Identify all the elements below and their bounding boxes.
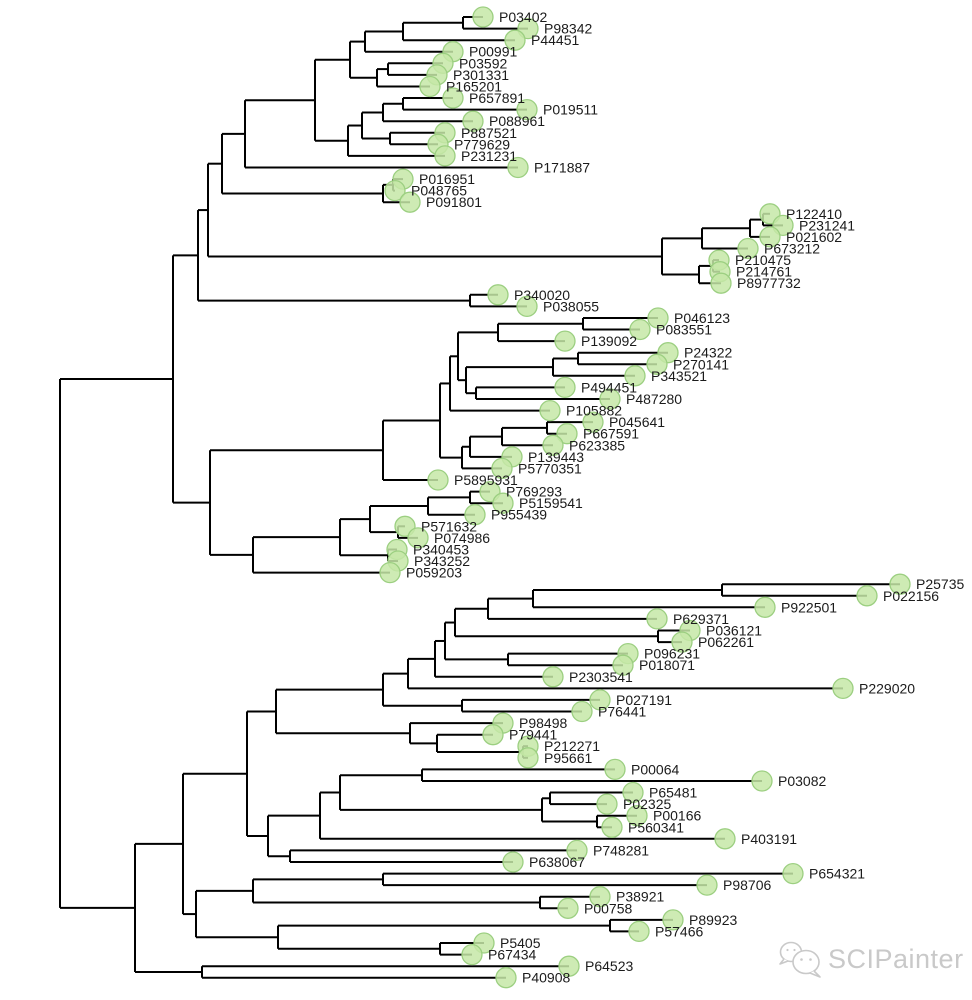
leaf-label-P340020: P340020 (514, 286, 571, 303)
leaf-label-P231231: P231231 (461, 147, 518, 164)
leaf-label-P748281: P748281 (593, 842, 650, 859)
leaf-node-P57466 (629, 921, 649, 941)
leaf-label-P955439: P955439 (491, 506, 548, 523)
leaf-label-P045641: P045641 (609, 414, 666, 431)
leaf-label-P343521: P343521 (651, 367, 708, 384)
leaf-label-P38921: P38921 (616, 888, 665, 905)
leaf-node-P95661 (518, 748, 538, 768)
leaf-label-P00064: P00064 (631, 761, 680, 778)
leaf-label-P027191: P027191 (616, 691, 673, 708)
leaf-node-P229020 (833, 678, 853, 698)
leaf-label-P088961: P088961 (489, 113, 546, 130)
leaf-label-P40908: P40908 (522, 969, 571, 986)
leaf-label-P667591: P667591 (583, 425, 640, 442)
wechat-icon (780, 943, 820, 978)
leaf-label-P091801: P091801 (426, 194, 483, 211)
leaf-label-P062261: P062261 (698, 634, 755, 651)
leaf-node-P654321 (783, 864, 803, 884)
leaf-label-P00758: P00758 (584, 900, 633, 917)
watermark (780, 943, 964, 978)
leaf-label-P022156: P022156 (883, 587, 940, 604)
leaf-label-P629371: P629371 (673, 610, 730, 627)
leaf-node-P03082 (752, 771, 772, 791)
leaf-label-P571632: P571632 (421, 518, 478, 535)
leaf-label-P2303541: P2303541 (569, 668, 633, 685)
leaf-label-P8977732: P8977732 (737, 275, 801, 292)
leaf-label-P67434: P67434 (488, 946, 537, 963)
leaf-label-P98498: P98498 (519, 715, 568, 732)
leaf-label-P25735: P25735 (916, 576, 965, 593)
leaf-label-P623385: P623385 (569, 437, 626, 454)
leaf-label-P096231: P096231 (644, 645, 701, 662)
leaf-node-P403191 (715, 829, 735, 849)
leaf-label-P65481: P65481 (649, 784, 698, 801)
leaf-label-P76441: P76441 (598, 703, 647, 720)
leaf-label-P019511: P019511 (543, 101, 599, 118)
leaf-label-P105882: P105882 (566, 402, 623, 419)
leaf-node-P8977732 (711, 273, 731, 293)
leaf-node-P2303541 (543, 667, 563, 687)
leaf-node-P629371 (647, 609, 667, 629)
leaf-node-P5895931 (428, 470, 448, 490)
leaf-node-P67434 (462, 945, 482, 965)
leaf-node-P494451 (555, 377, 575, 397)
leaf-label-P139092: P139092 (581, 333, 638, 350)
leaf-node-P03402 (473, 7, 493, 27)
leaf-label-P560341: P560341 (628, 819, 685, 836)
leaf-label-P769293: P769293 (506, 483, 563, 500)
leaf-label-P139443: P139443 (528, 448, 585, 465)
leaf-label-P922501: P922501 (781, 599, 838, 616)
leaf-node-P922501 (755, 597, 775, 617)
leaf-node-P022156 (857, 586, 877, 606)
leaf-label-P021602: P021602 (786, 228, 843, 245)
leaf-label-P038055: P038055 (543, 298, 600, 315)
leaf-label-P98342: P98342 (544, 20, 593, 37)
leaf-label-P00166: P00166 (653, 807, 702, 824)
leaf-label-P301331: P301331 (453, 66, 510, 83)
leaf-node-P165201 (420, 77, 440, 97)
leaf-label-P340453: P340453 (413, 541, 470, 558)
leaf-label-P95661: P95661 (544, 749, 593, 766)
leaf-label-P03402: P03402 (499, 9, 548, 25)
leaf-node-P02325 (597, 794, 617, 814)
leaf-node-P059203 (380, 563, 400, 583)
leaf-label-P98706: P98706 (723, 877, 772, 894)
leaf-label-P165201: P165201 (446, 78, 503, 95)
leaf-label-P89923: P89923 (689, 911, 738, 928)
leaf-label-P24322: P24322 (684, 344, 733, 361)
leaf-label-P03592: P03592 (459, 55, 508, 72)
leaf-label-P270141: P270141 (673, 356, 730, 373)
leaf-label-P074986: P074986 (434, 529, 491, 546)
leaf-node-P79441 (483, 725, 503, 745)
leaf-label-P122410: P122410 (786, 205, 843, 222)
leaf-label-P00991: P00991 (469, 43, 518, 60)
leaf-label-P046123: P046123 (674, 310, 731, 326)
leaf-label-P059203: P059203 (406, 564, 463, 581)
watermark-text: SCIPainter (828, 944, 964, 974)
leaf-label-P02325: P02325 (623, 796, 672, 813)
leaf-label-P229020: P229020 (859, 680, 916, 697)
leaf-label-P048765: P048765 (411, 182, 468, 199)
leaf-label-P343252: P343252 (414, 553, 471, 569)
leaf-label-P779629: P779629 (454, 136, 511, 153)
leaf-label-P64523: P64523 (585, 958, 634, 975)
leaf-label-P5405: P5405 (500, 935, 541, 951)
leaf-node-P139092 (555, 331, 575, 351)
leaf-node-P638067 (503, 852, 523, 872)
leaf-label-P657891: P657891 (469, 90, 526, 106)
leaf-label-P5770351: P5770351 (518, 460, 582, 477)
leaf-label-P673212: P673212 (764, 240, 821, 257)
leaf-node-P00064 (605, 759, 625, 779)
leaf-label-P016951: P016951 (419, 171, 476, 188)
leaf-label-P887521: P887521 (461, 124, 518, 141)
leaf-node-P560341 (602, 817, 622, 837)
leaf-label-P57466: P57466 (655, 923, 704, 940)
leaf-node-P40908 (496, 968, 516, 988)
leaf-label-P487280: P487280 (626, 391, 683, 407)
leaf-label-P210475: P210475 (735, 252, 792, 269)
leaf-label-P036121: P036121 (706, 622, 763, 639)
leaf-label-P231241: P231241 (799, 217, 856, 234)
leaf-node-P76441 (572, 702, 592, 722)
leaf-label-P171887: P171887 (534, 159, 591, 176)
leaf-label-P654321: P654321 (809, 865, 866, 882)
leaf-label-P018071: P018071 (639, 657, 696, 674)
leaf-label-P03082: P03082 (778, 773, 827, 789)
leaf-label-P5895931: P5895931 (454, 472, 518, 488)
leaf-label-P79441: P79441 (509, 726, 558, 743)
leaf-node-P98706 (697, 875, 717, 895)
leaf-node-P105882 (540, 401, 560, 421)
leaf-node-P231231 (435, 146, 455, 166)
leaf-label-P494451: P494451 (581, 379, 638, 396)
leaf-label-P083551: P083551 (656, 321, 713, 338)
leaf-node-P340020 (488, 285, 508, 305)
leaf-label-P403191: P403191 (741, 830, 798, 847)
leaf-node-P00758 (558, 898, 578, 918)
leaf-label-P638067: P638067 (529, 854, 586, 870)
leaf-label-P44451: P44451 (531, 32, 580, 49)
leaf-label-P214761: P214761 (736, 263, 793, 280)
leaf-label-P5159541: P5159541 (519, 495, 583, 512)
leaf-label-P212271: P212271 (544, 738, 601, 755)
